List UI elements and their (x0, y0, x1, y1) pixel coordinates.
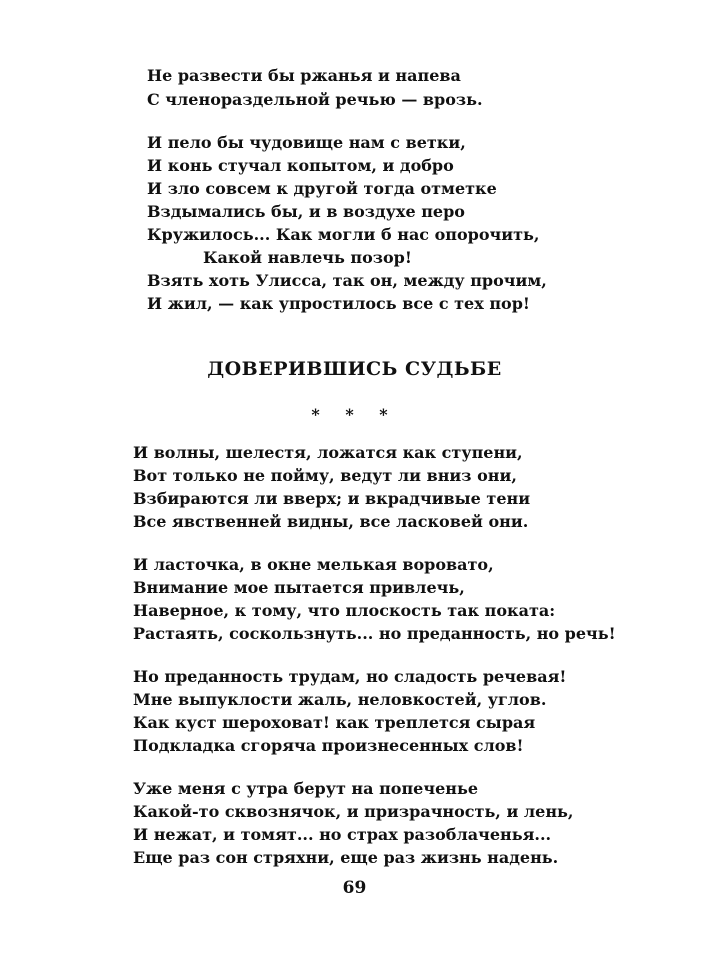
poem-line: Взять хоть Улисса, так он, между прочим, (147, 271, 547, 290)
poem-line: Внимание мое пытается привлечь, (133, 578, 465, 597)
poem-line: Не развести бы ржанья и напева (147, 66, 461, 85)
poem-line: И конь стучал копытом, и добро (147, 156, 454, 175)
poem-line: Кружилось... Как могли б нас опорочить, (147, 225, 540, 244)
page-number: 69 (342, 878, 367, 898)
poem-line: И ласточка, в окне мелькая воровато, (133, 555, 494, 574)
poem-line: Какой навлечь позор! (203, 248, 412, 267)
poem-line: Какой-то сквознячок, и призрачность, и лень, (133, 802, 574, 821)
poem-line: Вот только не пойму, ведут ли вниз они, (133, 466, 517, 485)
poem-line: И жил, — как упростилось все с тех пор! (147, 294, 530, 313)
poem-line: И пело бы чудовище нам с ветки, (147, 133, 466, 152)
poem-line: Еще раз сон стряхни, еще раз жизнь надень. (133, 848, 559, 867)
poem-line: С членораздельной речью — врозь. (147, 90, 483, 109)
asterisk-divider: * * * (311, 405, 398, 424)
poem-line: Наверное, к тому, что плоскость так поката: (133, 601, 556, 620)
poem-line: Растаять, соскользнуть... но преданность, но речь! (133, 624, 616, 643)
section-title: ДОВЕРИВШИСЬ СУДЬБЕ (207, 358, 502, 380)
poem-line: И нежат, и томят... но страх разоблаченья... (133, 825, 552, 844)
poem-line: Подкладка сгоряча произнесенных слов! (133, 736, 524, 755)
poem-line: И зло совсем к другой тогда отметке (147, 179, 497, 198)
poem-line: И волны, шелестя, ложатся как ступени, (133, 443, 523, 462)
poem-line: Как куст шероховат! как треплется сырая (133, 713, 536, 732)
poem-line: Все явственней видны, все ласковей они. (133, 512, 529, 531)
poem-line: Взбираются ли вверх; и вкрадчивые тени (133, 489, 531, 508)
poem-line: Мне выпуклости жаль, неловкостей, углов. (133, 690, 547, 709)
poem-line: Уже меня с утра берут на попеченье (133, 779, 478, 798)
poem-line: Но преданность трудам, но сладость речевая! (133, 667, 567, 686)
poem-line: Вздымались бы, и в воздухе перо (147, 202, 465, 221)
